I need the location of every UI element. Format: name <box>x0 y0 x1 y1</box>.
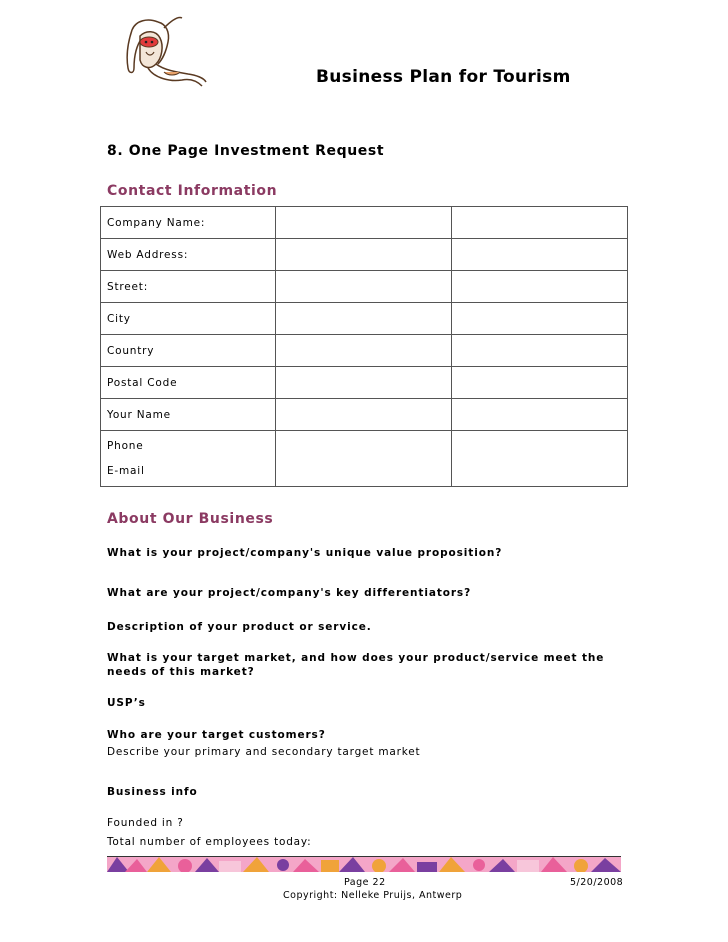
footer-date: 5/20/2008 <box>570 877 624 888</box>
postal-code-field[interactable] <box>276 367 452 399</box>
country-label: Country <box>101 335 276 367</box>
section-title: 8. One Page Investment Request <box>107 143 385 159</box>
your-name-field[interactable] <box>276 399 452 431</box>
street-field-extra[interactable] <box>452 271 628 303</box>
street-field[interactable] <box>276 271 452 303</box>
founded-in-text: Founded in ? <box>107 817 184 829</box>
your-name-label: Your Name <box>101 399 276 431</box>
postal-code-field-extra[interactable] <box>452 367 628 399</box>
dog-cartoon-icon <box>118 12 210 90</box>
footer-page-number: Page 22 <box>344 877 386 888</box>
phone-email-label <box>101 431 276 487</box>
city-field[interactable] <box>276 303 452 335</box>
employees-text: Total number of employees today: <box>107 836 312 848</box>
contact-table <box>100 206 628 487</box>
country-field[interactable] <box>276 335 452 367</box>
company-name-field[interactable] <box>276 207 452 239</box>
question-target-market: What is your target market, and how does your product/service meet the needs of this market? <box>107 652 605 678</box>
web-address-label: Web Address: <box>101 239 276 271</box>
table-row <box>101 335 628 367</box>
web-address-field-extra[interactable] <box>452 239 628 271</box>
your-name-field-extra[interactable] <box>452 399 628 431</box>
web-address-field[interactable] <box>276 239 452 271</box>
table-row <box>101 271 628 303</box>
table-row <box>101 431 628 487</box>
phone-email-field[interactable] <box>276 431 452 487</box>
company-name-field-extra[interactable] <box>452 207 628 239</box>
target-customers-description: Describe your primary and secondary target market <box>107 746 421 758</box>
question-differentiators: What are your project/company's key differentiators? <box>107 587 472 599</box>
question-business-info: Business info <box>107 786 198 798</box>
contact-information-heading: Contact Information <box>107 183 278 199</box>
about-business-heading: About Our Business <box>107 511 274 527</box>
company-name-label: Company Name: <box>101 207 276 239</box>
phone-label: Phone <box>107 440 144 452</box>
question-target-customers: Who are your target customers? <box>107 729 326 741</box>
phone-email-field-extra[interactable] <box>452 431 628 487</box>
city-field-extra[interactable] <box>452 303 628 335</box>
table-row <box>101 399 628 431</box>
question-usps: USP’s <box>107 697 146 709</box>
question-product-description: Description of your product or service. <box>107 621 372 633</box>
country-field-extra[interactable] <box>452 335 628 367</box>
footer-copyright: Copyright: Nelleke Pruijs, Antwerp <box>283 890 463 901</box>
table-row <box>101 207 628 239</box>
postal-code-label: Postal Code <box>101 367 276 399</box>
city-label: City <box>101 303 276 335</box>
street-label: Street: <box>101 271 276 303</box>
table-row <box>101 367 628 399</box>
question-value-proposition: What is your project/company's unique value proposition? <box>107 547 503 559</box>
decorative-banner <box>107 856 621 872</box>
document-title: Business Plan for Tourism <box>316 67 571 87</box>
email-label: E-mail <box>107 465 145 477</box>
table-row <box>101 303 628 335</box>
table-row <box>101 239 628 271</box>
